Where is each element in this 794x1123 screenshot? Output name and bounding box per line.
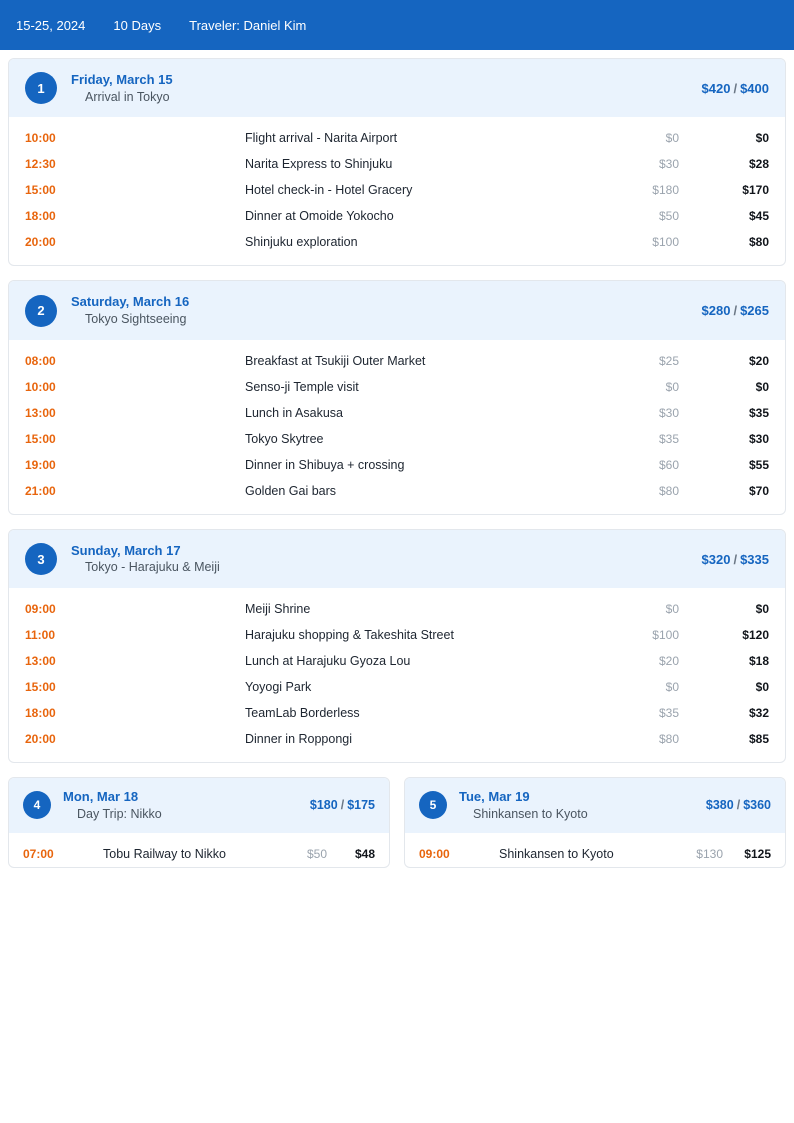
activity-time: 10:00 [25, 379, 56, 394]
header-duration: 10 Days [113, 17, 162, 33]
activity-row[interactable] [9, 726, 785, 752]
activity-time: 13:00 [25, 654, 56, 669]
activity-estimated-cost: $100 [652, 235, 679, 250]
activity-actual-cost: $0 [755, 602, 769, 617]
activity-actual-cost: $0 [755, 131, 769, 146]
day-estimated-total: $380 [705, 798, 734, 813]
activity-actual-cost: $170 [742, 183, 769, 198]
day-date: Mon, Mar 18 [63, 789, 139, 805]
day-actual-total: $175 [347, 798, 375, 813]
header-bar [0, 0, 794, 50]
activity-row[interactable] [9, 478, 785, 504]
activity-estimated-cost: $100 [652, 628, 679, 643]
day-number-badge: 5 [419, 791, 447, 819]
day-titles [71, 293, 702, 327]
activity-name: Senso-ji Temple visit [245, 379, 359, 394]
day-titles [71, 71, 702, 105]
day-row-compact [8, 777, 786, 867]
activity-time: 12:30 [25, 157, 56, 172]
day-header[interactable] [9, 778, 389, 832]
activity-time: 10:00 [25, 131, 56, 146]
activity-estimated-cost: $50 [306, 846, 327, 861]
day-card[interactable] [8, 529, 786, 763]
day-estimated-total: $320 [701, 551, 731, 567]
day-actual-total: $265 [740, 303, 769, 319]
activity-row[interactable] [9, 648, 785, 674]
itinerary-list [0, 50, 794, 868]
day-subtitle: Tokyo - Harajuku & Meiji [85, 560, 220, 575]
activity-time: 15:00 [25, 183, 56, 198]
activity-list [9, 340, 785, 514]
activity-time: 07:00 [23, 846, 54, 861]
day-estimated-total: $280 [701, 303, 731, 319]
activity-row[interactable] [9, 348, 785, 374]
day-actual-total: $360 [743, 798, 771, 813]
activity-row[interactable] [9, 622, 785, 648]
day-titles [71, 542, 702, 576]
activity-name: Meiji Shrine [245, 602, 311, 617]
activity-row[interactable] [9, 151, 785, 177]
activity-name: Shinjuku exploration [245, 235, 358, 250]
activity-actual-cost: $45 [748, 209, 769, 224]
activity-row[interactable] [9, 229, 785, 255]
activity-time: 21:00 [25, 483, 56, 498]
activity-list [9, 588, 785, 762]
activity-name: Breakfast at Tsukiji Outer Market [245, 353, 426, 368]
day-date: Saturday, March 16 [71, 294, 190, 310]
activity-estimated-cost: $30 [658, 157, 679, 172]
day-cost-summary [310, 798, 375, 812]
day-header[interactable] [9, 59, 785, 117]
activity-actual-cost: $35 [748, 405, 769, 420]
activity-name: Dinner in Shibuya + crossing [245, 457, 405, 472]
activity-name: Hotel check-in - Hotel Gracery [245, 183, 413, 198]
day-card[interactable] [8, 58, 786, 266]
activity-estimated-cost: $25 [658, 353, 679, 368]
activity-list [9, 833, 389, 867]
day-card[interactable] [404, 777, 786, 867]
activity-list [9, 117, 785, 265]
activity-time: 13:00 [25, 405, 56, 420]
activity-row[interactable] [9, 125, 785, 151]
activity-actual-cost: $28 [748, 157, 769, 172]
activity-row[interactable] [9, 841, 389, 867]
day-cost-summary [702, 552, 769, 567]
header-date-range: 15-25, 2024 [16, 17, 86, 33]
cost-separator: / [736, 798, 741, 813]
activity-actual-cost: $48 [354, 846, 375, 861]
activity-time: 15:00 [25, 431, 56, 446]
activity-estimated-cost: $60 [658, 457, 679, 472]
activity-row[interactable] [9, 452, 785, 478]
activity-time: 09:00 [25, 602, 56, 617]
activity-name: Tokyo Skytree [245, 431, 324, 446]
activity-estimated-cost: $0 [665, 602, 679, 617]
day-subtitle: Day Trip: Nikko [77, 806, 162, 821]
activity-name: Harajuku shopping & Takeshita Street [245, 628, 454, 643]
activity-name: Dinner in Roppongi [245, 732, 353, 747]
activity-row[interactable] [9, 700, 785, 726]
activity-time: 18:00 [25, 209, 56, 224]
activity-name: TeamLab Borderless [245, 706, 360, 721]
activity-time: 08:00 [25, 353, 56, 368]
activity-actual-cost: $18 [748, 654, 769, 669]
activity-estimated-cost: $80 [658, 483, 679, 498]
activity-row[interactable] [9, 596, 785, 622]
activity-time: 18:00 [25, 706, 56, 721]
day-estimated-total: $180 [309, 798, 338, 813]
activity-estimated-cost: $80 [658, 732, 679, 747]
day-date: Sunday, March 17 [71, 542, 181, 558]
activity-name: Lunch at Harajuku Gyoza Lou [245, 654, 411, 669]
activity-time: 11:00 [25, 628, 56, 643]
activity-estimated-cost: $0 [665, 379, 679, 394]
day-cost-summary [706, 798, 771, 812]
activity-estimated-cost: $30 [658, 405, 679, 420]
activity-name: Yoyogi Park [245, 680, 312, 695]
cost-separator: / [340, 798, 345, 813]
activity-row[interactable] [405, 841, 785, 867]
activity-name: Narita Express to Shinjuku [245, 157, 393, 172]
day-number-badge: 2 [25, 295, 57, 327]
activity-estimated-cost: $20 [658, 654, 679, 669]
day-header[interactable] [9, 530, 785, 588]
activity-actual-cost: $125 [744, 846, 771, 861]
activity-actual-cost: $80 [748, 235, 769, 250]
activity-row[interactable] [9, 374, 785, 400]
activity-estimated-cost: $35 [658, 706, 679, 721]
day-actual-total: $335 [740, 551, 769, 567]
day-subtitle: Shinkansen to Kyoto [473, 806, 588, 821]
day-titles [63, 788, 310, 822]
activity-time: 15:00 [25, 680, 56, 695]
activity-actual-cost: $120 [742, 628, 769, 643]
activity-name: Dinner at Omoide Yokocho [245, 209, 394, 224]
day-header[interactable] [9, 281, 785, 339]
day-estimated-total: $420 [701, 80, 731, 96]
activity-estimated-cost: $180 [652, 183, 679, 198]
activity-row[interactable] [9, 426, 785, 452]
day-subtitle: Arrival in Tokyo [85, 89, 170, 104]
activity-actual-cost: $20 [748, 353, 769, 368]
cost-separator: / [733, 551, 738, 567]
day-number-badge: 1 [25, 72, 57, 104]
activity-actual-cost: $30 [748, 431, 769, 446]
day-number-badge: 4 [23, 791, 51, 819]
activity-estimated-cost: $50 [658, 209, 679, 224]
day-number-badge: 3 [25, 543, 57, 575]
activity-row[interactable] [9, 674, 785, 700]
activity-estimated-cost: $35 [658, 431, 679, 446]
activity-list [405, 833, 785, 867]
activity-time: 20:00 [25, 732, 56, 747]
activity-estimated-cost: $0 [665, 131, 679, 146]
cost-separator: / [733, 303, 738, 319]
activity-name: Shinkansen to Kyoto [499, 846, 614, 861]
activity-name: Flight arrival - Narita Airport [245, 131, 398, 146]
day-card[interactable] [8, 777, 390, 867]
activity-row[interactable] [9, 203, 785, 229]
header-traveler: Traveler: Daniel Kim [189, 17, 307, 33]
day-cost-summary [702, 81, 769, 96]
day-card[interactable] [8, 280, 786, 514]
activity-time: 20:00 [25, 235, 56, 250]
activity-time: 09:00 [419, 846, 450, 861]
activity-actual-cost: $55 [748, 457, 769, 472]
activity-name: Lunch in Asakusa [245, 405, 343, 420]
activity-actual-cost: $0 [755, 379, 769, 394]
day-titles [459, 788, 706, 822]
activity-estimated-cost: $130 [696, 846, 723, 861]
activity-row[interactable] [9, 400, 785, 426]
day-date: Tue, Mar 19 [459, 789, 530, 805]
activity-actual-cost: $32 [748, 706, 769, 721]
activity-row[interactable] [9, 177, 785, 203]
activity-actual-cost: $70 [748, 483, 769, 498]
day-subtitle: Tokyo Sightseeing [85, 311, 187, 326]
day-header[interactable] [405, 778, 785, 832]
day-date: Friday, March 15 [71, 72, 173, 87]
activity-time: 19:00 [25, 457, 56, 472]
activity-estimated-cost: $0 [665, 680, 679, 695]
activity-actual-cost: $0 [755, 680, 769, 695]
activity-name: Golden Gai bars [245, 483, 337, 498]
cost-separator: / [733, 80, 738, 96]
activity-actual-cost: $85 [748, 732, 769, 747]
activity-name: Tobu Railway to Nikko [103, 846, 226, 861]
day-actual-total: $400 [740, 80, 769, 96]
day-cost-summary [702, 303, 769, 318]
